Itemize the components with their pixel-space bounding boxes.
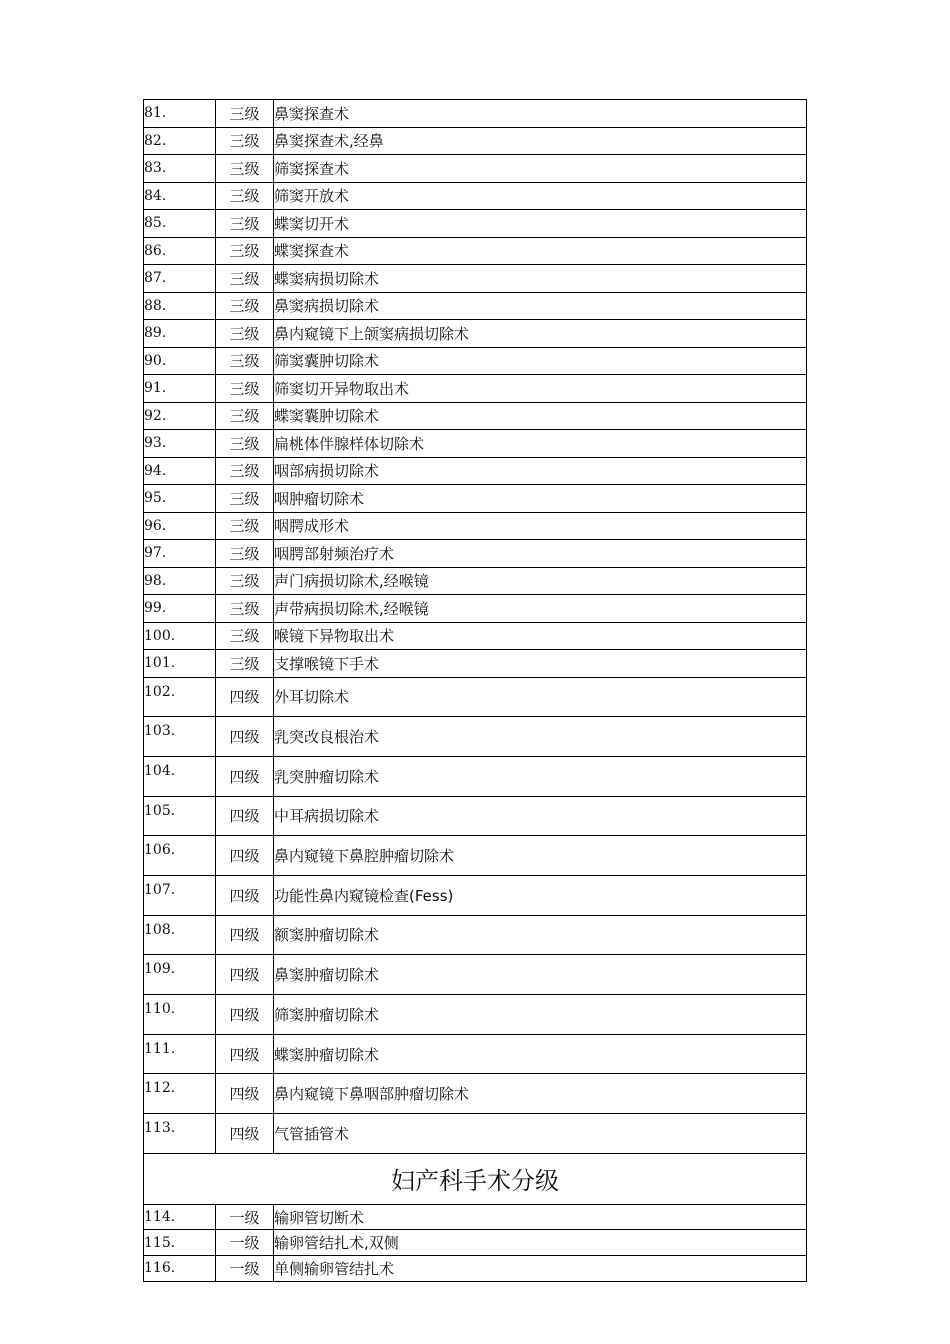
row-level: 一级 bbox=[216, 1255, 274, 1281]
row-procedure-name: 鼻窦探查术,经鼻 bbox=[274, 127, 807, 155]
row-level: 四级 bbox=[216, 677, 274, 717]
row-procedure-name: 蝶窦肿瘤切除术 bbox=[274, 1034, 807, 1074]
row-level: 三级 bbox=[216, 540, 274, 568]
row-level: 三级 bbox=[216, 485, 274, 513]
row-level: 四级 bbox=[216, 796, 274, 836]
table-row bbox=[144, 717, 807, 757]
table-row bbox=[144, 320, 807, 348]
row-level: 三级 bbox=[216, 567, 274, 595]
row-number: 95. bbox=[144, 485, 216, 513]
row-procedure-name: 咽腭部射频治疗术 bbox=[274, 540, 807, 568]
row-procedure-name: 喉镜下异物取出术 bbox=[274, 622, 807, 650]
section-header bbox=[144, 1153, 807, 1204]
row-procedure-name: 鼻内窥镜下上颌窦病损切除术 bbox=[274, 320, 807, 348]
row-procedure-name: 单侧输卵管结扎术 bbox=[274, 1255, 807, 1281]
surgery-grading-table bbox=[143, 99, 807, 1282]
row-level: 四级 bbox=[216, 915, 274, 955]
row-number: 81. bbox=[144, 100, 216, 128]
row-number: 107. bbox=[144, 875, 216, 915]
row-number: 94. bbox=[144, 457, 216, 485]
table-row bbox=[144, 1230, 807, 1256]
row-procedure-name: 蝶窦切开术 bbox=[274, 210, 807, 238]
row-procedure-name: 声门病损切除术,经喉镜 bbox=[274, 567, 807, 595]
table-row bbox=[144, 567, 807, 595]
row-number: 105. bbox=[144, 796, 216, 836]
row-procedure-name: 筛窦开放术 bbox=[274, 182, 807, 210]
row-procedure-name: 额窦肿瘤切除术 bbox=[274, 915, 807, 955]
row-procedure-name: 筛窦囊肿切除术 bbox=[274, 347, 807, 375]
row-number: 82. bbox=[144, 127, 216, 155]
table-row bbox=[144, 485, 807, 513]
table-row bbox=[144, 430, 807, 458]
table-row bbox=[144, 1255, 807, 1281]
table-row bbox=[144, 182, 807, 210]
row-number: 101. bbox=[144, 650, 216, 678]
row-number: 91. bbox=[144, 375, 216, 403]
row-procedure-name: 输卵管切断术 bbox=[274, 1204, 807, 1230]
row-level: 四级 bbox=[216, 875, 274, 915]
row-level: 三级 bbox=[216, 347, 274, 375]
row-procedure-name: 鼻窦探查术 bbox=[274, 100, 807, 128]
row-procedure-name: 支撑喉镜下手术 bbox=[274, 650, 807, 678]
row-level: 一级 bbox=[216, 1230, 274, 1256]
row-number: 84. bbox=[144, 182, 216, 210]
row-level: 四级 bbox=[216, 1114, 274, 1154]
row-number: 89. bbox=[144, 320, 216, 348]
row-procedure-name: 中耳病损切除术 bbox=[274, 796, 807, 836]
row-procedure-name: 鼻内窥镜下鼻咽部肿瘤切除术 bbox=[274, 1074, 807, 1114]
row-number: 85. bbox=[144, 210, 216, 238]
table-row bbox=[144, 1204, 807, 1230]
row-number: 113. bbox=[144, 1114, 216, 1154]
table-row bbox=[144, 622, 807, 650]
table-row bbox=[144, 457, 807, 485]
row-procedure-name: 蝶窦探查术 bbox=[274, 237, 807, 265]
row-number: 104. bbox=[144, 756, 216, 796]
row-level: 四级 bbox=[216, 995, 274, 1035]
row-level: 四级 bbox=[216, 717, 274, 757]
row-number: 109. bbox=[144, 955, 216, 995]
row-level: 三级 bbox=[216, 127, 274, 155]
table-row bbox=[144, 836, 807, 876]
row-procedure-name: 蝶窦囊肿切除术 bbox=[274, 402, 807, 430]
row-number: 112. bbox=[144, 1074, 216, 1114]
row-number: 116. bbox=[144, 1255, 216, 1281]
table-row bbox=[144, 512, 807, 540]
table-row bbox=[144, 756, 807, 796]
row-number: 86. bbox=[144, 237, 216, 265]
row-number: 110. bbox=[144, 995, 216, 1035]
row-level: 三级 bbox=[216, 292, 274, 320]
table-row bbox=[144, 402, 807, 430]
row-procedure-name: 鼻内窥镜下鼻腔肿瘤切除术 bbox=[274, 836, 807, 876]
row-level: 三级 bbox=[216, 100, 274, 128]
row-level: 三级 bbox=[216, 430, 274, 458]
row-procedure-name: 筛窦肿瘤切除术 bbox=[274, 995, 807, 1035]
row-procedure-name: 筛窦切开异物取出术 bbox=[274, 375, 807, 403]
row-number: 103. bbox=[144, 717, 216, 757]
row-level: 三级 bbox=[216, 265, 274, 293]
row-number: 83. bbox=[144, 155, 216, 183]
section-title-row bbox=[144, 1153, 807, 1204]
row-level: 三级 bbox=[216, 622, 274, 650]
table-row bbox=[144, 995, 807, 1035]
table-row bbox=[144, 237, 807, 265]
section-title: 妇产科手术分级 bbox=[144, 1153, 807, 1204]
table-row bbox=[144, 100, 807, 128]
row-level: 四级 bbox=[216, 1074, 274, 1114]
row-level: 三级 bbox=[216, 595, 274, 623]
row-level: 三级 bbox=[216, 650, 274, 678]
row-number: 114. bbox=[144, 1204, 216, 1230]
row-level: 三级 bbox=[216, 155, 274, 183]
row-procedure-name: 咽部病损切除术 bbox=[274, 457, 807, 485]
row-level: 三级 bbox=[216, 320, 274, 348]
table-row bbox=[144, 127, 807, 155]
row-level: 四级 bbox=[216, 836, 274, 876]
row-level: 一级 bbox=[216, 1204, 274, 1230]
row-number: 98. bbox=[144, 567, 216, 595]
level-3-rows bbox=[144, 100, 807, 678]
row-procedure-name: 功能性鼻内窥镜检查(Fess) bbox=[274, 875, 807, 915]
row-number: 106. bbox=[144, 836, 216, 876]
row-number: 100. bbox=[144, 622, 216, 650]
row-procedure-name: 气管插管术 bbox=[274, 1114, 807, 1154]
row-level: 三级 bbox=[216, 375, 274, 403]
row-number: 88. bbox=[144, 292, 216, 320]
table-row bbox=[144, 1074, 807, 1114]
row-number: 111. bbox=[144, 1034, 216, 1074]
table-row bbox=[144, 595, 807, 623]
table-row bbox=[144, 875, 807, 915]
row-number: 96. bbox=[144, 512, 216, 540]
row-level: 四级 bbox=[216, 1034, 274, 1074]
row-procedure-name: 声带病损切除术,经喉镜 bbox=[274, 595, 807, 623]
row-level: 四级 bbox=[216, 756, 274, 796]
obstetrics-rows bbox=[144, 1204, 807, 1281]
row-number: 90. bbox=[144, 347, 216, 375]
row-number: 97. bbox=[144, 540, 216, 568]
table-row bbox=[144, 540, 807, 568]
row-procedure-name: 鼻窦病损切除术 bbox=[274, 292, 807, 320]
row-level: 三级 bbox=[216, 402, 274, 430]
table-row bbox=[144, 155, 807, 183]
row-number: 92. bbox=[144, 402, 216, 430]
row-procedure-name: 鼻窦肿瘤切除术 bbox=[274, 955, 807, 995]
row-procedure-name: 扁桃体伴腺样体切除术 bbox=[274, 430, 807, 458]
row-level: 三级 bbox=[216, 512, 274, 540]
table-row bbox=[144, 796, 807, 836]
row-number: 99. bbox=[144, 595, 216, 623]
row-procedure-name: 输卵管结扎术,双侧 bbox=[274, 1230, 807, 1256]
row-procedure-name: 乳突肿瘤切除术 bbox=[274, 756, 807, 796]
table-row bbox=[144, 1034, 807, 1074]
table-row bbox=[144, 210, 807, 238]
row-procedure-name: 筛窦探查术 bbox=[274, 155, 807, 183]
row-level: 三级 bbox=[216, 182, 274, 210]
row-level: 四级 bbox=[216, 955, 274, 995]
row-level: 三级 bbox=[216, 457, 274, 485]
row-number: 102. bbox=[144, 677, 216, 717]
row-number: 108. bbox=[144, 915, 216, 955]
row-procedure-name: 外耳切除术 bbox=[274, 677, 807, 717]
table-row bbox=[144, 292, 807, 320]
table-row bbox=[144, 955, 807, 995]
table-row bbox=[144, 265, 807, 293]
row-level: 三级 bbox=[216, 210, 274, 238]
row-procedure-name: 咽腭成形术 bbox=[274, 512, 807, 540]
row-procedure-name: 乳突改良根治术 bbox=[274, 717, 807, 757]
level-4-rows bbox=[144, 677, 807, 1153]
table-row bbox=[144, 915, 807, 955]
row-procedure-name: 咽肿瘤切除术 bbox=[274, 485, 807, 513]
row-number: 93. bbox=[144, 430, 216, 458]
row-number: 115. bbox=[144, 1230, 216, 1256]
table-row bbox=[144, 375, 807, 403]
table-row bbox=[144, 650, 807, 678]
row-level: 三级 bbox=[216, 237, 274, 265]
row-procedure-name: 蝶窦病损切除术 bbox=[274, 265, 807, 293]
table-row bbox=[144, 347, 807, 375]
table-row bbox=[144, 1114, 807, 1154]
row-number: 87. bbox=[144, 265, 216, 293]
table-row bbox=[144, 677, 807, 717]
